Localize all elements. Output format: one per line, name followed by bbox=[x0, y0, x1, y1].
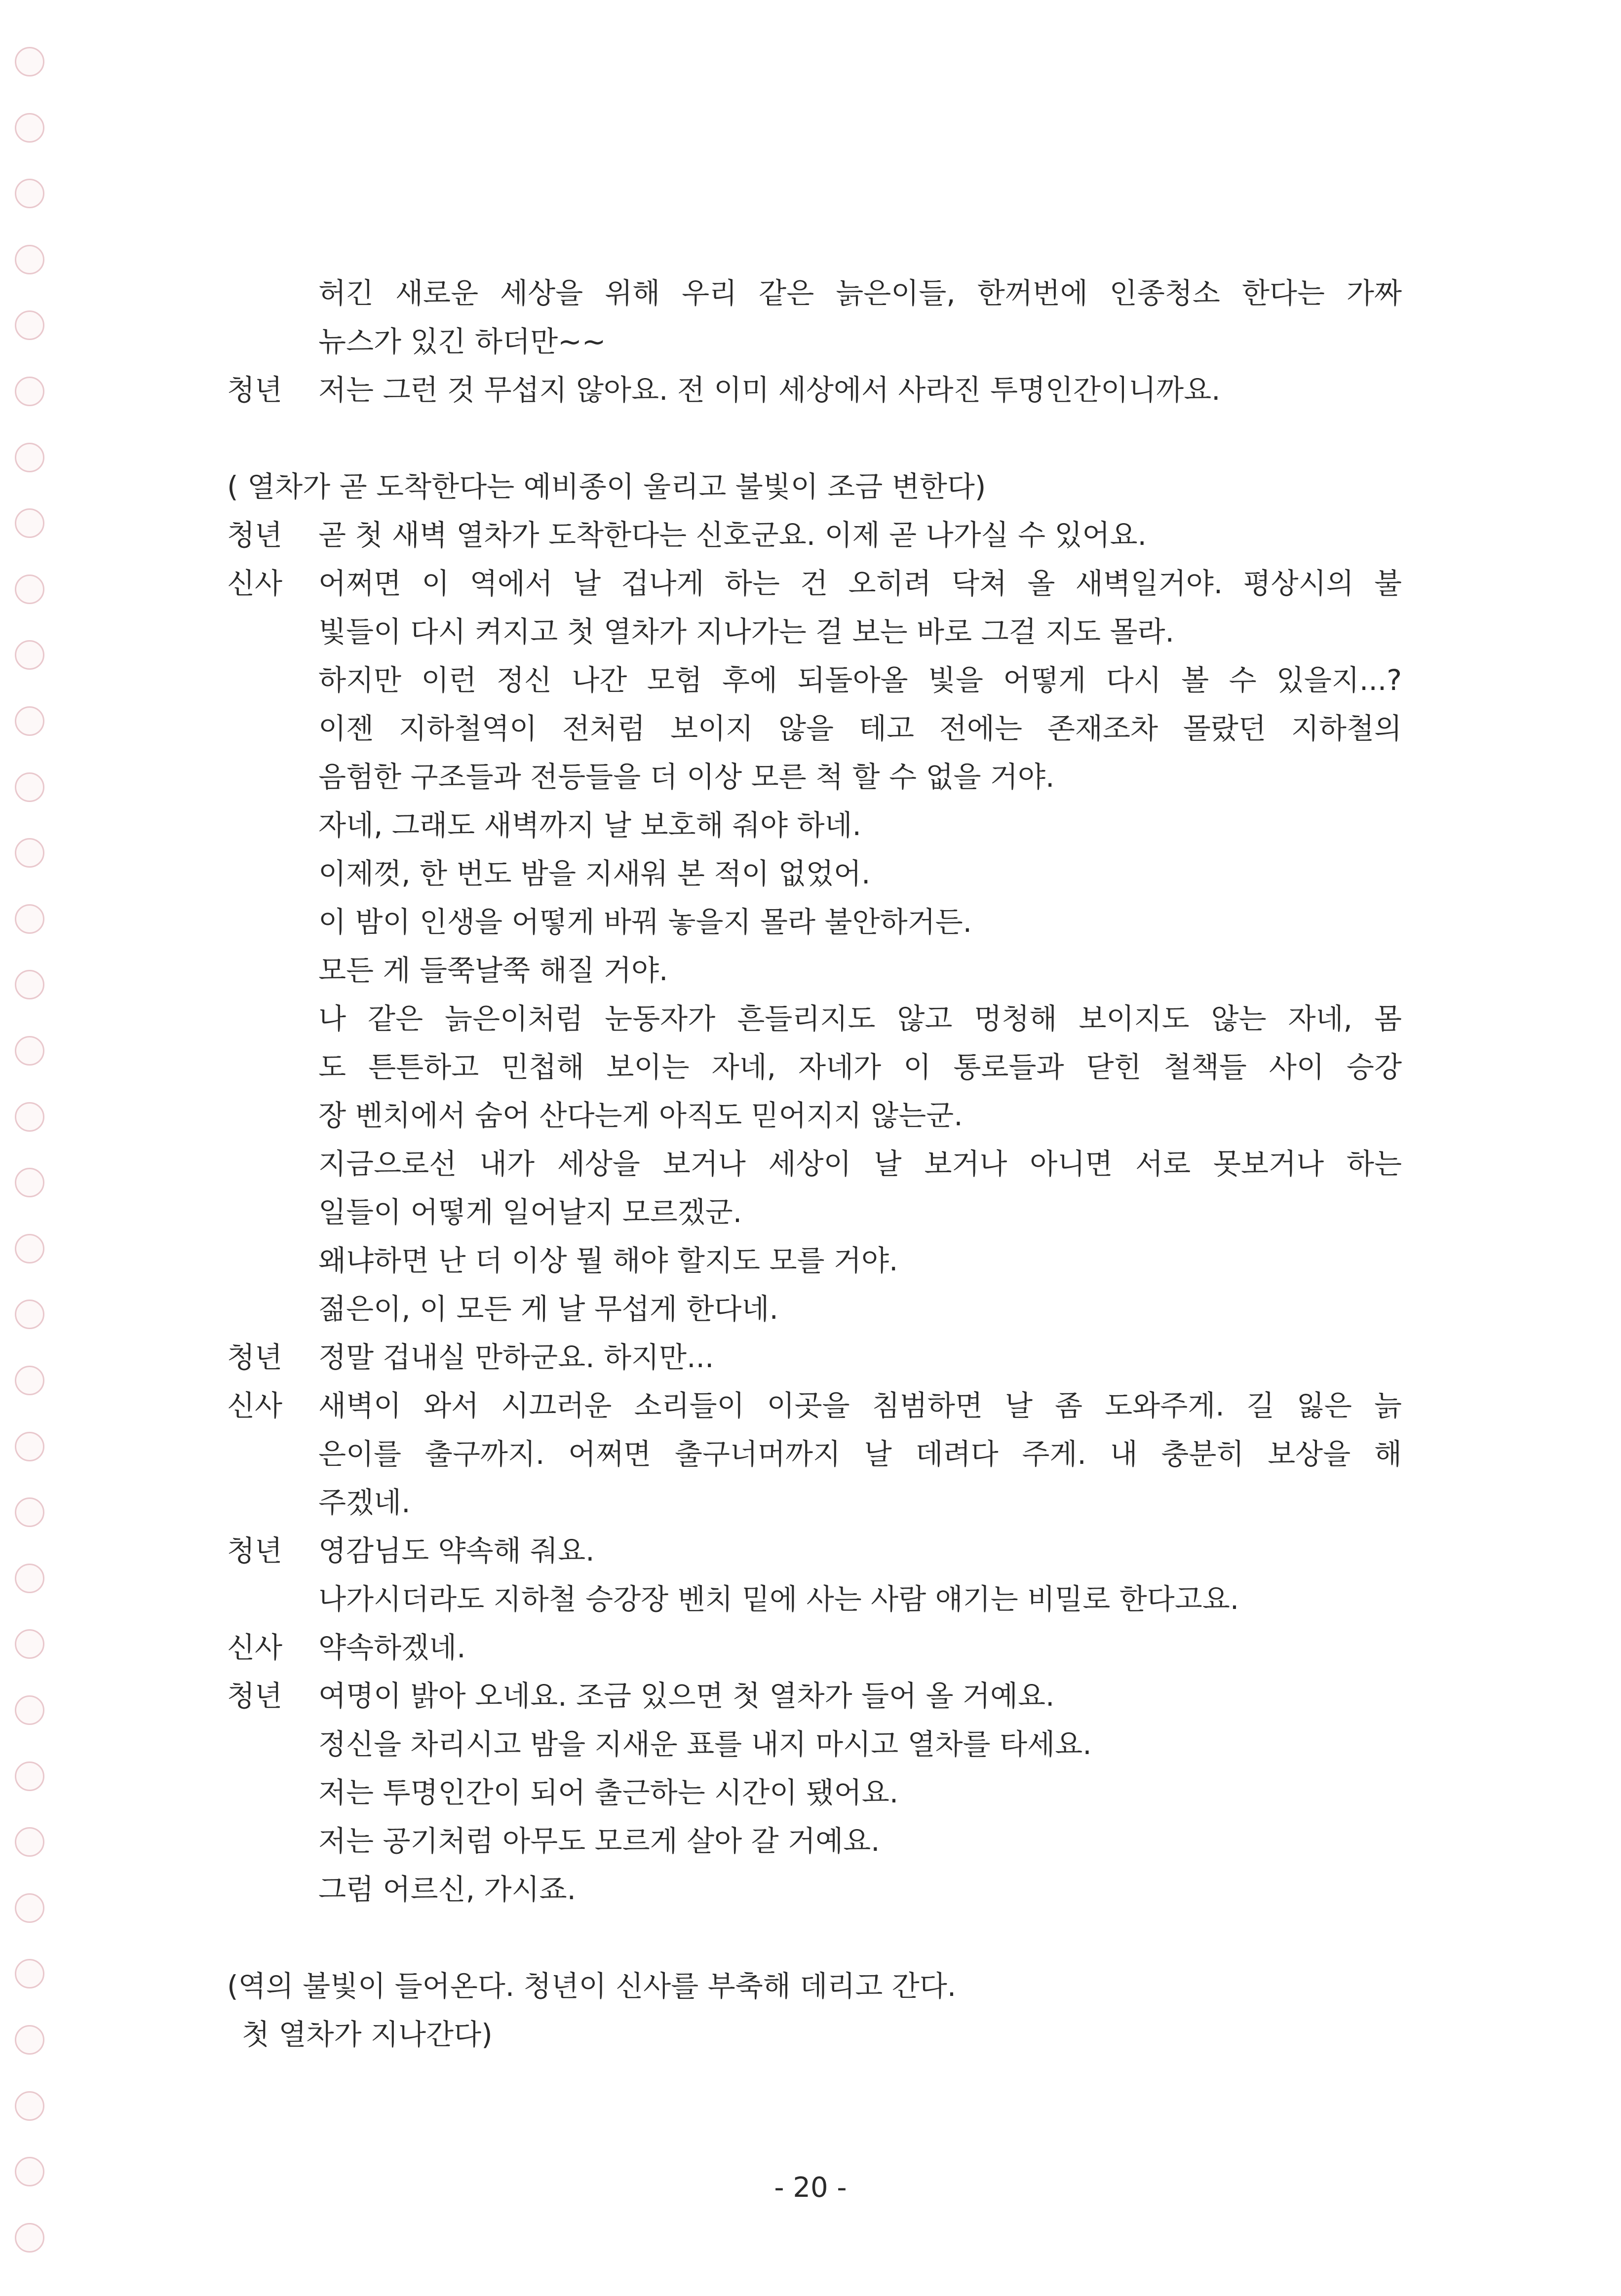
binder-hole bbox=[15, 245, 44, 274]
dialogue-text: 뉴스가 있긴 하더만~~ bbox=[318, 325, 606, 358]
dialogue-text: 정말 겁내실 만하군요. 하지만... bbox=[318, 1340, 714, 1374]
speaker-name: 청년 bbox=[227, 1340, 283, 1374]
dialogue-line bbox=[227, 1527, 1402, 1575]
dialogue-line bbox=[227, 1672, 1402, 1720]
binder-hole bbox=[15, 310, 44, 340]
dialogue-line bbox=[227, 1381, 1402, 1430]
dialogue-line bbox=[227, 753, 1402, 801]
dialogue-line bbox=[227, 849, 1402, 898]
binder-hole bbox=[15, 1761, 44, 1791]
binder-hole bbox=[15, 1432, 44, 1461]
binder-hole bbox=[15, 706, 44, 736]
speaker-name: 청년 bbox=[227, 1534, 283, 1568]
dialogue-text: 빛들이 다시 켜지고 첫 열차가 지나가는 걸 보는 바로 그걸 지도 몰라. bbox=[318, 615, 1174, 649]
speaker-name: 청년 bbox=[227, 518, 283, 552]
dialogue-text: 이 밤이 인생을 어떻게 바꿔 놓을지 몰라 불안하거든. bbox=[318, 905, 972, 939]
dialogue-line bbox=[227, 995, 1402, 1043]
speaker-name: 신사 bbox=[227, 1389, 283, 1422]
dialogue-text: 젊은이, 이 모든 게 날 무섭게 한다네. bbox=[318, 1292, 778, 1326]
dialogue-text: 모든 게 들쭉날쭉 해질 거야. bbox=[318, 954, 668, 987]
binder-hole bbox=[15, 1893, 44, 1923]
dialogue-text: 여명이 밝아 오네요. 조금 있으면 첫 열차가 들어 올 거예요. bbox=[318, 1679, 1055, 1713]
binder-holes bbox=[15, 47, 54, 2293]
dialogue-text: 저는 투명인간이 되어 출근하는 시간이 됐어요. bbox=[318, 1776, 899, 1809]
binder-hole bbox=[15, 508, 44, 538]
binder-hole bbox=[15, 2091, 44, 2121]
binder-hole bbox=[15, 1366, 44, 1395]
binder-hole bbox=[15, 47, 44, 77]
stage-direction-text: 첫 열차가 지나간다) bbox=[242, 2018, 493, 2051]
script-body bbox=[227, 269, 1402, 2059]
binder-hole bbox=[15, 1827, 44, 1857]
binder-hole bbox=[15, 1695, 44, 1725]
stage-direction bbox=[227, 2010, 1402, 2059]
dialogue-text: 저는 공기처럼 아무도 모르게 살아 갈 거예요. bbox=[318, 1824, 880, 1858]
binder-hole bbox=[15, 1102, 44, 1132]
dialogue-text: 나가시더라도 지하철 승강장 벤치 밑에 사는 사람 얘기는 비밀로 한다고요. bbox=[318, 1582, 1239, 1616]
dialogue-line bbox=[227, 1091, 1402, 1140]
dialogue-text: 나 같은 늙은이처럼 눈동자가 흔들리지도 않고 멍청해 보이지도 않는 자네, 몸 bbox=[318, 1002, 1402, 1035]
page-number: - 20 - bbox=[774, 2172, 847, 2204]
dialogue-line bbox=[227, 366, 1402, 414]
dialogue-text: 일들이 어떻게 일어날지 모르겠군. bbox=[318, 1195, 742, 1229]
binder-hole bbox=[15, 838, 44, 868]
speaker-name: 신사 bbox=[227, 567, 283, 600]
dialogue-text: 이제껏, 한 번도 밤을 지새워 본 적이 없었어. bbox=[318, 857, 871, 890]
stage-direction-text: ( 열차가 곧 도착한다는 예비종이 울리고 불빛이 조금 변한다) bbox=[227, 470, 986, 503]
dialogue-text: 정신을 차리시고 밤을 지새운 표를 내지 마시고 열차를 타세요. bbox=[318, 1727, 1092, 1761]
binder-hole bbox=[15, 1564, 44, 1593]
binder-hole bbox=[15, 1497, 44, 1527]
dialogue-text: 음험한 구조들과 전등들을 더 이상 모른 척 할 수 없을 거야. bbox=[318, 760, 1055, 794]
stage-direction bbox=[227, 462, 1402, 511]
binder-hole bbox=[15, 2223, 44, 2253]
dialogue-line bbox=[227, 898, 1402, 946]
dialogue-line bbox=[227, 1575, 1402, 1623]
speaker-name: 청년 bbox=[227, 373, 283, 407]
binder-hole bbox=[15, 1629, 44, 1659]
dialogue-line bbox=[227, 1236, 1402, 1285]
dialogue-text: 곧 첫 새벽 열차가 도착한다는 신호군요. 이제 곧 나가실 수 있어요. bbox=[318, 518, 1147, 552]
dialogue-line bbox=[227, 608, 1402, 656]
dialogue-text: 저는 그런 것 무섭지 않아요. 전 이미 세상에서 사라진 투명인간이니까요. bbox=[318, 373, 1221, 407]
binder-hole bbox=[15, 2025, 44, 2055]
dialogue-line bbox=[227, 1140, 1402, 1188]
speaker-name: 청년 bbox=[227, 1679, 283, 1713]
dialogue-text: 자네, 그래도 새벽까지 날 보호해 줘야 하네. bbox=[318, 808, 861, 842]
binder-hole bbox=[15, 772, 44, 802]
dialogue-text: 지금으로선 내가 세상을 보거나 세상이 날 보거나 아니면 서로 못보거나 하는 bbox=[318, 1147, 1402, 1181]
dialogue-line bbox=[227, 1720, 1402, 1768]
dialogue-line bbox=[227, 1865, 1402, 1913]
dialogue-line bbox=[227, 656, 1402, 704]
speaker-name: 신사 bbox=[227, 1631, 283, 1664]
dialogue-line bbox=[227, 1285, 1402, 1333]
dialogue-text: 영감님도 약속해 줘요. bbox=[318, 1534, 595, 1568]
dialogue-line bbox=[227, 1430, 1402, 1478]
dialogue-text: 왜냐하면 난 더 이상 뭘 해야 할지도 모를 거야. bbox=[318, 1244, 898, 1277]
dialogue-text: 그럼 어르신, 가시죠. bbox=[318, 1873, 576, 1906]
blank-line bbox=[227, 1913, 1402, 1962]
dialogue-text: 약속하겠네. bbox=[318, 1631, 466, 1664]
dialogue-text: 어쩌면 이 역에서 날 겁나게 하는 건 오히려 닥쳐 올 새벽일거야. 평상시의 불 bbox=[318, 567, 1402, 600]
dialogue-line bbox=[227, 511, 1402, 559]
binder-hole bbox=[15, 1168, 44, 1197]
dialogue-text: 장 벤치에서 숨어 산다는게 아직도 믿어지지 않는군. bbox=[318, 1099, 963, 1132]
dialogue-line bbox=[227, 801, 1402, 849]
dialogue-text: 도 튼튼하고 민첩해 보이는 자네, 자네가 이 통로들과 닫힌 철책들 사이 승강 bbox=[318, 1050, 1402, 1084]
binder-hole bbox=[15, 1036, 44, 1066]
dialogue-line bbox=[227, 1768, 1402, 1817]
dialogue-line bbox=[227, 559, 1402, 608]
dialogue-line bbox=[227, 1333, 1402, 1381]
dialogue-line bbox=[227, 1043, 1402, 1091]
dialogue-line bbox=[227, 946, 1402, 995]
binder-hole bbox=[15, 1300, 44, 1329]
dialogue-text: 은이를 출구까지. 어쩌면 출구너머까지 날 데려다 주게. 내 충분히 보상을 해 bbox=[318, 1437, 1402, 1471]
binder-hole bbox=[15, 1959, 44, 1989]
stage-direction bbox=[227, 1962, 1402, 2010]
binder-hole bbox=[15, 443, 44, 472]
dialogue-text: 주겠네. bbox=[318, 1486, 411, 1519]
binder-hole bbox=[15, 574, 44, 604]
stage-direction-text: (역의 불빛이 들어온다. 청년이 신사를 부축해 데리고 간다. bbox=[227, 1969, 957, 2003]
binder-hole bbox=[15, 1234, 44, 1263]
blank-line bbox=[227, 414, 1402, 462]
dialogue-text: 새벽이 와서 시끄러운 소리들이 이곳을 침범하면 날 좀 도와주게. 길 잃은 늙 bbox=[318, 1389, 1402, 1422]
dialogue-text: 하지만 이런 정신 나간 모험 후에 되돌아올 빛을 어떻게 다시 볼 수 있을지...? bbox=[318, 663, 1402, 697]
dialogue-line bbox=[227, 317, 1402, 366]
dialogue-line bbox=[227, 1817, 1402, 1865]
dialogue-text: 허긴 새로운 세상을 위해 우리 같은 늙은이들, 한꺼번에 인종청소 한다는 가짜 bbox=[318, 276, 1402, 310]
dialogue-line bbox=[227, 1623, 1402, 1672]
dialogue-line bbox=[227, 1188, 1402, 1236]
dialogue-line bbox=[227, 1478, 1402, 1527]
binder-hole bbox=[15, 377, 44, 406]
binder-hole bbox=[15, 970, 44, 999]
dialogue-line bbox=[227, 704, 1402, 753]
dialogue-text: 이젠 지하철역이 전처럼 보이지 않을 테고 전에는 존재조차 몰랐던 지하철의 bbox=[318, 712, 1402, 745]
binder-hole bbox=[15, 113, 44, 143]
binder-hole bbox=[15, 640, 44, 670]
binder-hole bbox=[15, 179, 44, 208]
binder-hole bbox=[15, 904, 44, 934]
dialogue-line bbox=[227, 269, 1402, 317]
